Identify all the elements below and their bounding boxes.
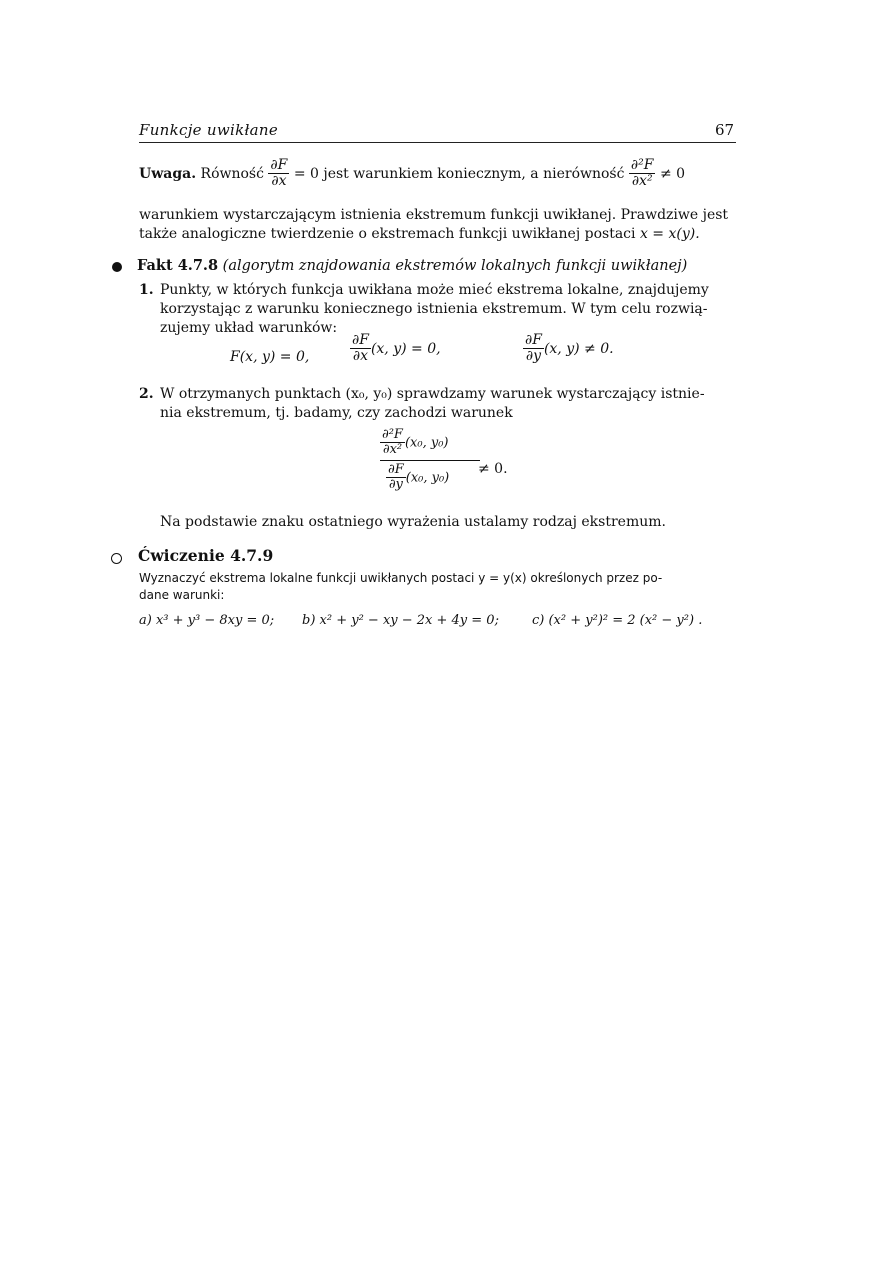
page-number: 67 <box>715 121 735 139</box>
step1-line-3: zujemy układ warunków: <box>160 320 338 336</box>
big-den-frac <box>386 463 406 493</box>
big-fraction <box>380 428 480 492</box>
exercise-item-a: a) x³ + y³ − 8xy = 0; <box>139 613 275 628</box>
exercise-line-2: dane warunki: <box>139 588 225 602</box>
step2-number: 2. <box>139 386 154 402</box>
exercise-item-c: c) (x² + y²)² = 2 (x² − y²) . <box>532 613 703 628</box>
step2-line-2: nia ekstremum, tj. badamy, czy zachodzi warunek <box>160 405 513 421</box>
remark-frac2-num: ∂²F <box>630 157 654 173</box>
cond3-rhs: (x, y) ≠ 0. <box>543 340 614 357</box>
cond2-fraction <box>350 333 371 365</box>
remark-eq1-rhs: = 0 <box>293 165 319 182</box>
cond3-fraction <box>523 333 544 365</box>
fact-heading <box>137 256 687 276</box>
remark-fraction-dF-dx <box>268 158 289 190</box>
cond2-frac-num: ∂F <box>352 332 369 348</box>
remark-line-2: warunkiem wystarczającym istnienia ekstremum funkcji uwikłanej. Prawdziwe jest <box>139 207 729 223</box>
step2-line-1: W otrzymanych punktach (x₀, y₀) sprawdzamy warunek wystarczający istnie- <box>160 386 705 402</box>
remark-line-3-math: x = x(y). <box>639 226 700 242</box>
remark-frac1-den: ∂x <box>271 173 287 190</box>
big-den-frac-bot: ∂y <box>388 476 403 492</box>
remark-fraction-d2F-dx2 <box>629 158 656 190</box>
cond3-frac-den: ∂y <box>525 348 542 365</box>
condition-2 <box>350 333 441 365</box>
big-num-frac <box>380 428 405 458</box>
exercise-circle-icon <box>111 553 122 564</box>
remark-frac2-den: ∂x² <box>631 173 653 190</box>
remark-frac1-num: ∂F <box>270 157 288 173</box>
remark-eq2-rhs: ≠ 0 <box>659 165 686 182</box>
big-num-frac-bot: ∂x² <box>382 442 403 458</box>
step1-number: 1. <box>139 282 154 298</box>
fact-bullet-icon <box>112 262 122 272</box>
big-den-frac-top: ∂F <box>388 461 404 477</box>
big-fraction-rhs: ≠ 0. <box>478 461 508 477</box>
fact-title: (algorytm znajdowania ekstremów lokalnych funkcji uwikłanej) <box>222 258 688 274</box>
exercise-line-1: Wyznaczyć ekstrema lokalne funkcji uwikłanych postaci y = y(x) określonych przez po- <box>139 571 663 585</box>
remark-text-b: jest warunkiem koniecznym, a nierówność <box>323 165 625 182</box>
big-num-point: (x₀, y₀) <box>404 435 449 451</box>
cond3-frac-num: ∂F <box>525 332 542 348</box>
condition-3 <box>523 333 614 365</box>
fact-label: Fakt 4.7.8 <box>137 257 219 274</box>
big-fraction-numerator <box>380 428 480 461</box>
running-title: Funkcje uwikłane <box>139 121 279 139</box>
step1-line-2: korzystając z warunku koniecznego istnienia ekstremum. W tym celu rozwią- <box>160 301 708 317</box>
condition-1: F(x, y) = 0, <box>230 349 310 365</box>
big-num-frac-top: ∂²F <box>382 427 403 442</box>
fact-conclusion: Na podstawie znaku ostatniego wyrażenia ustalamy rodzaj ekstremum. <box>160 514 666 530</box>
remark-label: Uwaga. <box>139 165 197 182</box>
cond2-frac-den: ∂x <box>352 348 369 365</box>
big-den-point: (x₀, y₀) <box>405 469 450 485</box>
remark-line-3-text: także analogiczne twierdzenie o ekstremach funkcji uwikłanej postaci <box>139 226 636 242</box>
cond2-rhs: (x, y) = 0, <box>370 340 441 357</box>
remark-line-3 <box>139 225 700 244</box>
header-rule <box>139 142 736 143</box>
remark-line-1 <box>139 158 739 190</box>
big-fraction-denominator <box>380 461 480 493</box>
exercise-item-b: b) x² + y² − xy − 2x + 4y = 0; <box>302 613 499 628</box>
step1-line-1: Punkty, w których funkcja uwikłana może mieć ekstrema lokalne, znajdujemy <box>160 282 709 298</box>
remark-text-a: Równość <box>200 165 264 182</box>
exercise-label: Ćwiczenie 4.7.9 <box>138 546 274 565</box>
